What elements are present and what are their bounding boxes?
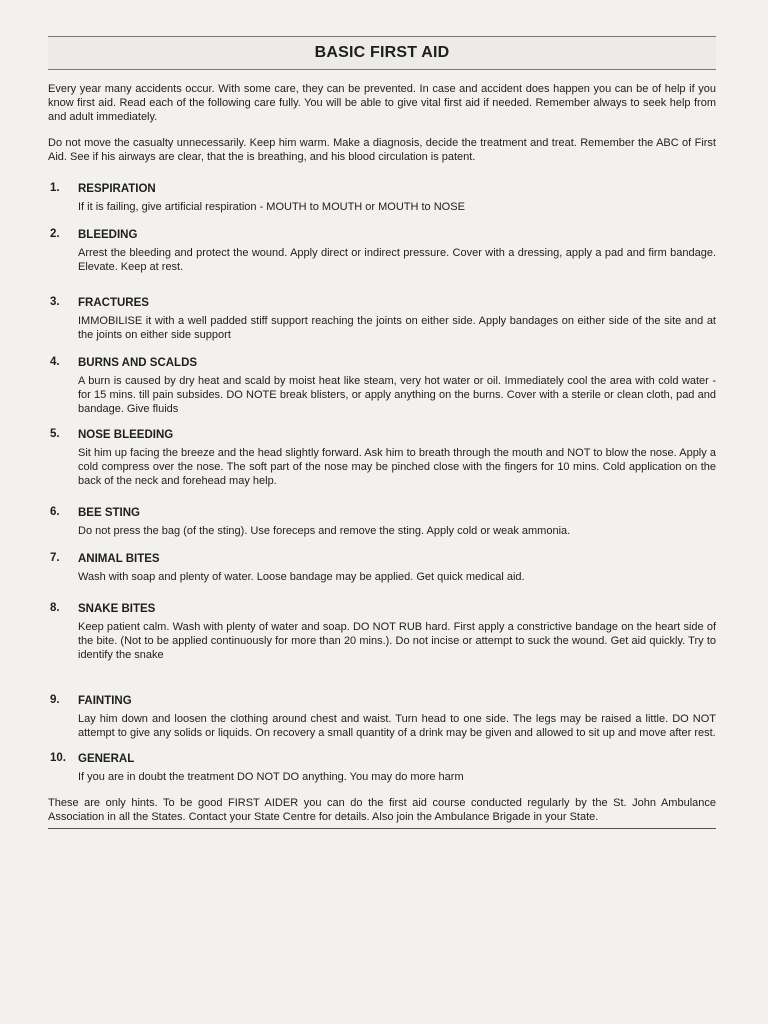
- item-number: 8.: [50, 602, 60, 614]
- item-text: Arrest the bleeding and protect the wound. Apply direct or indirect pressure. Cover with a dressing, apply a pad and firm bandage. Elevate. Keep at rest.: [78, 247, 716, 273]
- item-heading: RESPIRATION: [78, 183, 156, 195]
- item-number: 6.: [50, 506, 60, 518]
- item-heading: ANIMAL BITES: [78, 553, 160, 565]
- item-heading: SNAKE BITES: [78, 603, 156, 615]
- list-item: [48, 356, 716, 416]
- item-text: Lay him down and loosen the clothing around chest and waist. Turn head to one side. The legs may be raised a little. DO NOT attempt to give any solids or liquids. On recovery a small quantity of a drink may be given and allowed to sit up and move after rest.: [78, 713, 716, 739]
- item-number: 7.: [50, 552, 60, 564]
- item-number: 10.: [50, 752, 66, 764]
- item-text: If it is failing, give artificial respiration - MOUTH to MOUTH or MOUTH to NOSE: [78, 201, 465, 213]
- item-heading: FAINTING: [78, 695, 132, 707]
- item-heading: BLEEDING: [78, 229, 138, 241]
- item-text: Wash with soap and plenty of water. Loose bandage may be applied. Get quick medical aid.: [78, 571, 525, 583]
- list-item: [48, 694, 716, 740]
- title-band: [48, 36, 716, 70]
- item-number: 4.: [50, 356, 60, 368]
- list-item: [48, 296, 716, 342]
- item-number: 3.: [50, 296, 60, 308]
- item-heading: BURNS AND SCALDS: [78, 357, 198, 369]
- item-number: 5.: [50, 428, 60, 440]
- item-heading: FRACTURES: [78, 297, 149, 309]
- list-item: [48, 228, 716, 274]
- item-heading: GENERAL: [78, 753, 135, 765]
- document-title: BASIC FIRST AID: [314, 44, 450, 61]
- item-heading: BEE STING: [78, 507, 140, 519]
- document-content: [48, 36, 716, 829]
- intro-paragraph-2: Do not move the casualty unnecessarily. Keep him warm. Make a diagnosis, decide the treatment and treat. Remember the ABC of First Aid. See if his airways are clear, that the is breathing, and his blood circulation is patent.: [48, 137, 716, 163]
- item-heading: NOSE BLEEDING: [78, 429, 174, 441]
- item-number: 1.: [50, 182, 60, 194]
- list-item: [48, 602, 716, 662]
- list-item: [48, 182, 716, 214]
- intro-paragraph-1: Every year many accidents occur. With some care, they can be prevented. In case and accident does happen you can be of help if you know first aid. Read each of the following care fully. You will be able to give vital first aid if needed. Remember always to seek help from and adult immediately.: [48, 83, 716, 123]
- item-text: IMMOBILISE it with a well padded stiff support reaching the joints on either side. Apply bandages on either side of the site and at the joints on either side support: [78, 315, 716, 341]
- closing-paragraph: These are only hints. To be good FIRST AIDER you can do the first aid course conducted regularly by the St. John Ambulance Association in all the States. Contact your State Centre for details. Also join the Ambulance Brigade in your State.: [48, 796, 716, 829]
- first-aid-list: [48, 182, 716, 784]
- item-text: If you are in doubt the treatment DO NOT DO anything. You may do more harm: [78, 771, 464, 783]
- list-item: [48, 552, 716, 584]
- item-number: 2.: [50, 228, 60, 240]
- item-text: Do not press the bag (of the sting). Use foreceps and remove the sting. Apply cold or weak ammonia.: [78, 525, 571, 537]
- list-item: [48, 506, 716, 538]
- item-text: Sit him up facing the breeze and the head slightly forward. Ask him to breath through the mouth and NOT to blow the nose. Apply a cold compress over the nose. The soft part of the nose may be pinched close with the fingers for 10 mins. Cold application on the back of the neck and forehead may help.: [78, 447, 716, 487]
- item-text: A burn is caused by dry heat and scald by moist heat like steam, very hot water or oil. Immediately cool the area with cold water - for 15 mins. till pain subsides. DO NOTE break blisters, or apply anything on the burns. Cover with a sterile or clean cloth, pad and bandage. Give fluids: [78, 375, 716, 415]
- list-item: [48, 752, 716, 784]
- item-text: Keep patient calm. Wash with plenty of water and soap. DO NOT RUB hard. First apply a constrictive bandage on the heart side of the bite. (Not to be applied continuously for more than 20 mins.). Do not incise or attempt to suck the wound. Get aid quickly. Try to identify the snake: [78, 621, 716, 661]
- list-item: [48, 428, 716, 488]
- item-number: 9.: [50, 694, 60, 706]
